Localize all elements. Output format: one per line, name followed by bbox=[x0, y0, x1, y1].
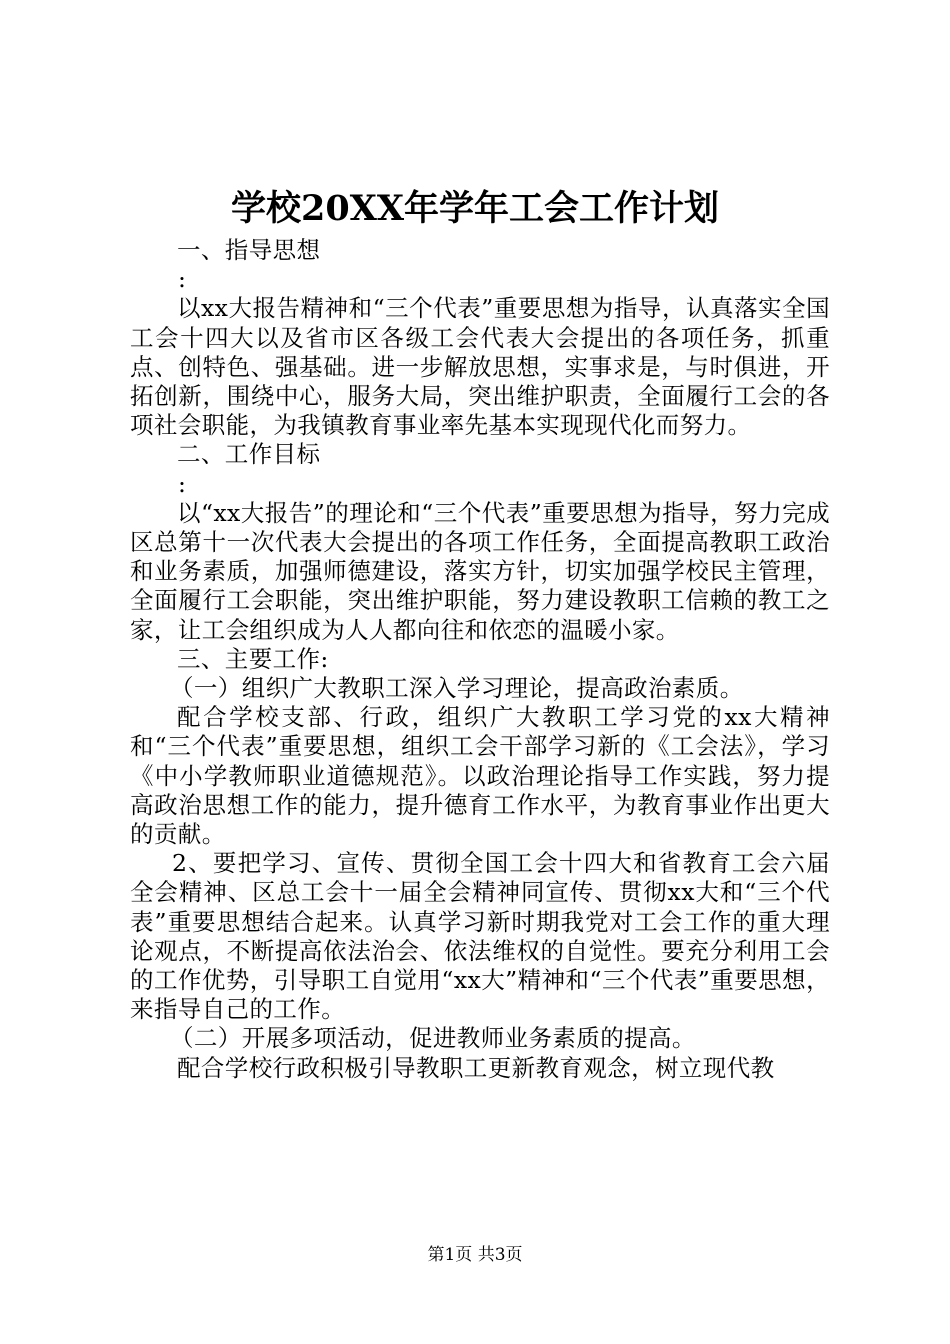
section-3-sub-1-paragraph: 配合学校支部、行政，组织广大教职工学习党的xx大精神和“三个代表”重要思想，组织工会干部学习新的《工会法》，学习《中小学教师职业道德规范》。以政治理论指导工作实践，努力提高政治思想工作的能力，提升德育工作水平，为教育事业作出更大的贡献。 bbox=[130, 703, 830, 849]
section-3-subheading-1: （一）组织广大教职工深入学习理论，提高政治素质。 bbox=[170, 674, 744, 703]
section-3-heading: 三、主要工作: bbox=[177, 644, 329, 673]
section-3-subheading-2: （二）开展多项活动，促进教师业务素质的提高。 bbox=[170, 1024, 696, 1053]
section-2-colon: : bbox=[178, 469, 186, 498]
section-1-heading: 一、指导思想 bbox=[177, 236, 321, 264]
section-2-heading: 二、工作目标 bbox=[177, 440, 321, 469]
section-2-paragraph: 以“xx大报告”的理论和“三个代表”重要思想为指导，努力完成区总第十一次代表大会提出的各项工作任务，全面提高教职工政治和业务素质，加强师德建设，落实方针，切实加强学校民主管理，全面履行工会职能，突出维护职能，努力建设教职工信赖的教工之家，让工会组织成为人人都向往和依恋的温暖小家。 bbox=[130, 498, 830, 644]
document-title: 学校20XX年学年工会工作计划 bbox=[230, 188, 720, 229]
section-1-colon: : bbox=[178, 265, 186, 294]
section-3-item-2: 2、要把学习、宣传、贯彻全国工会十四大和省教育工会六届全会精神、区总工会十一届全会精神同宣传、贯彻xx大和“三个代表”重要思想结合起来。认真学习新时期我党对工会工作的重大理论观点，不断提高依法治会、依法维权的自觉性。要充分利用工会的工作优势，引导职工自觉用“xx大”精神和“三个代表”重要思想，来指导自己的工作。 bbox=[130, 849, 830, 1024]
document-body bbox=[130, 236, 830, 1083]
section-3-sub-2-paragraph: 配合学校行政积极引导教职工更新教育观念，树立现代教 bbox=[177, 1053, 775, 1082]
page-footer: 第1页 共3页 bbox=[427, 1245, 523, 1265]
section-1-paragraph: 以xx大报告精神和“三个代表”重要思想为指导，认真落实全国工会十四大以及省市区各级工会代表大会提出的各项任务，抓重点、创特色、强基础。进一步解放思想，实事求是，与时俱进，开拓创新，围绕中心，服务大局，突出维护职责，全面履行工会的各项社会职能，为我镇教育事业率先基本实现现代化而努力。 bbox=[130, 294, 830, 440]
